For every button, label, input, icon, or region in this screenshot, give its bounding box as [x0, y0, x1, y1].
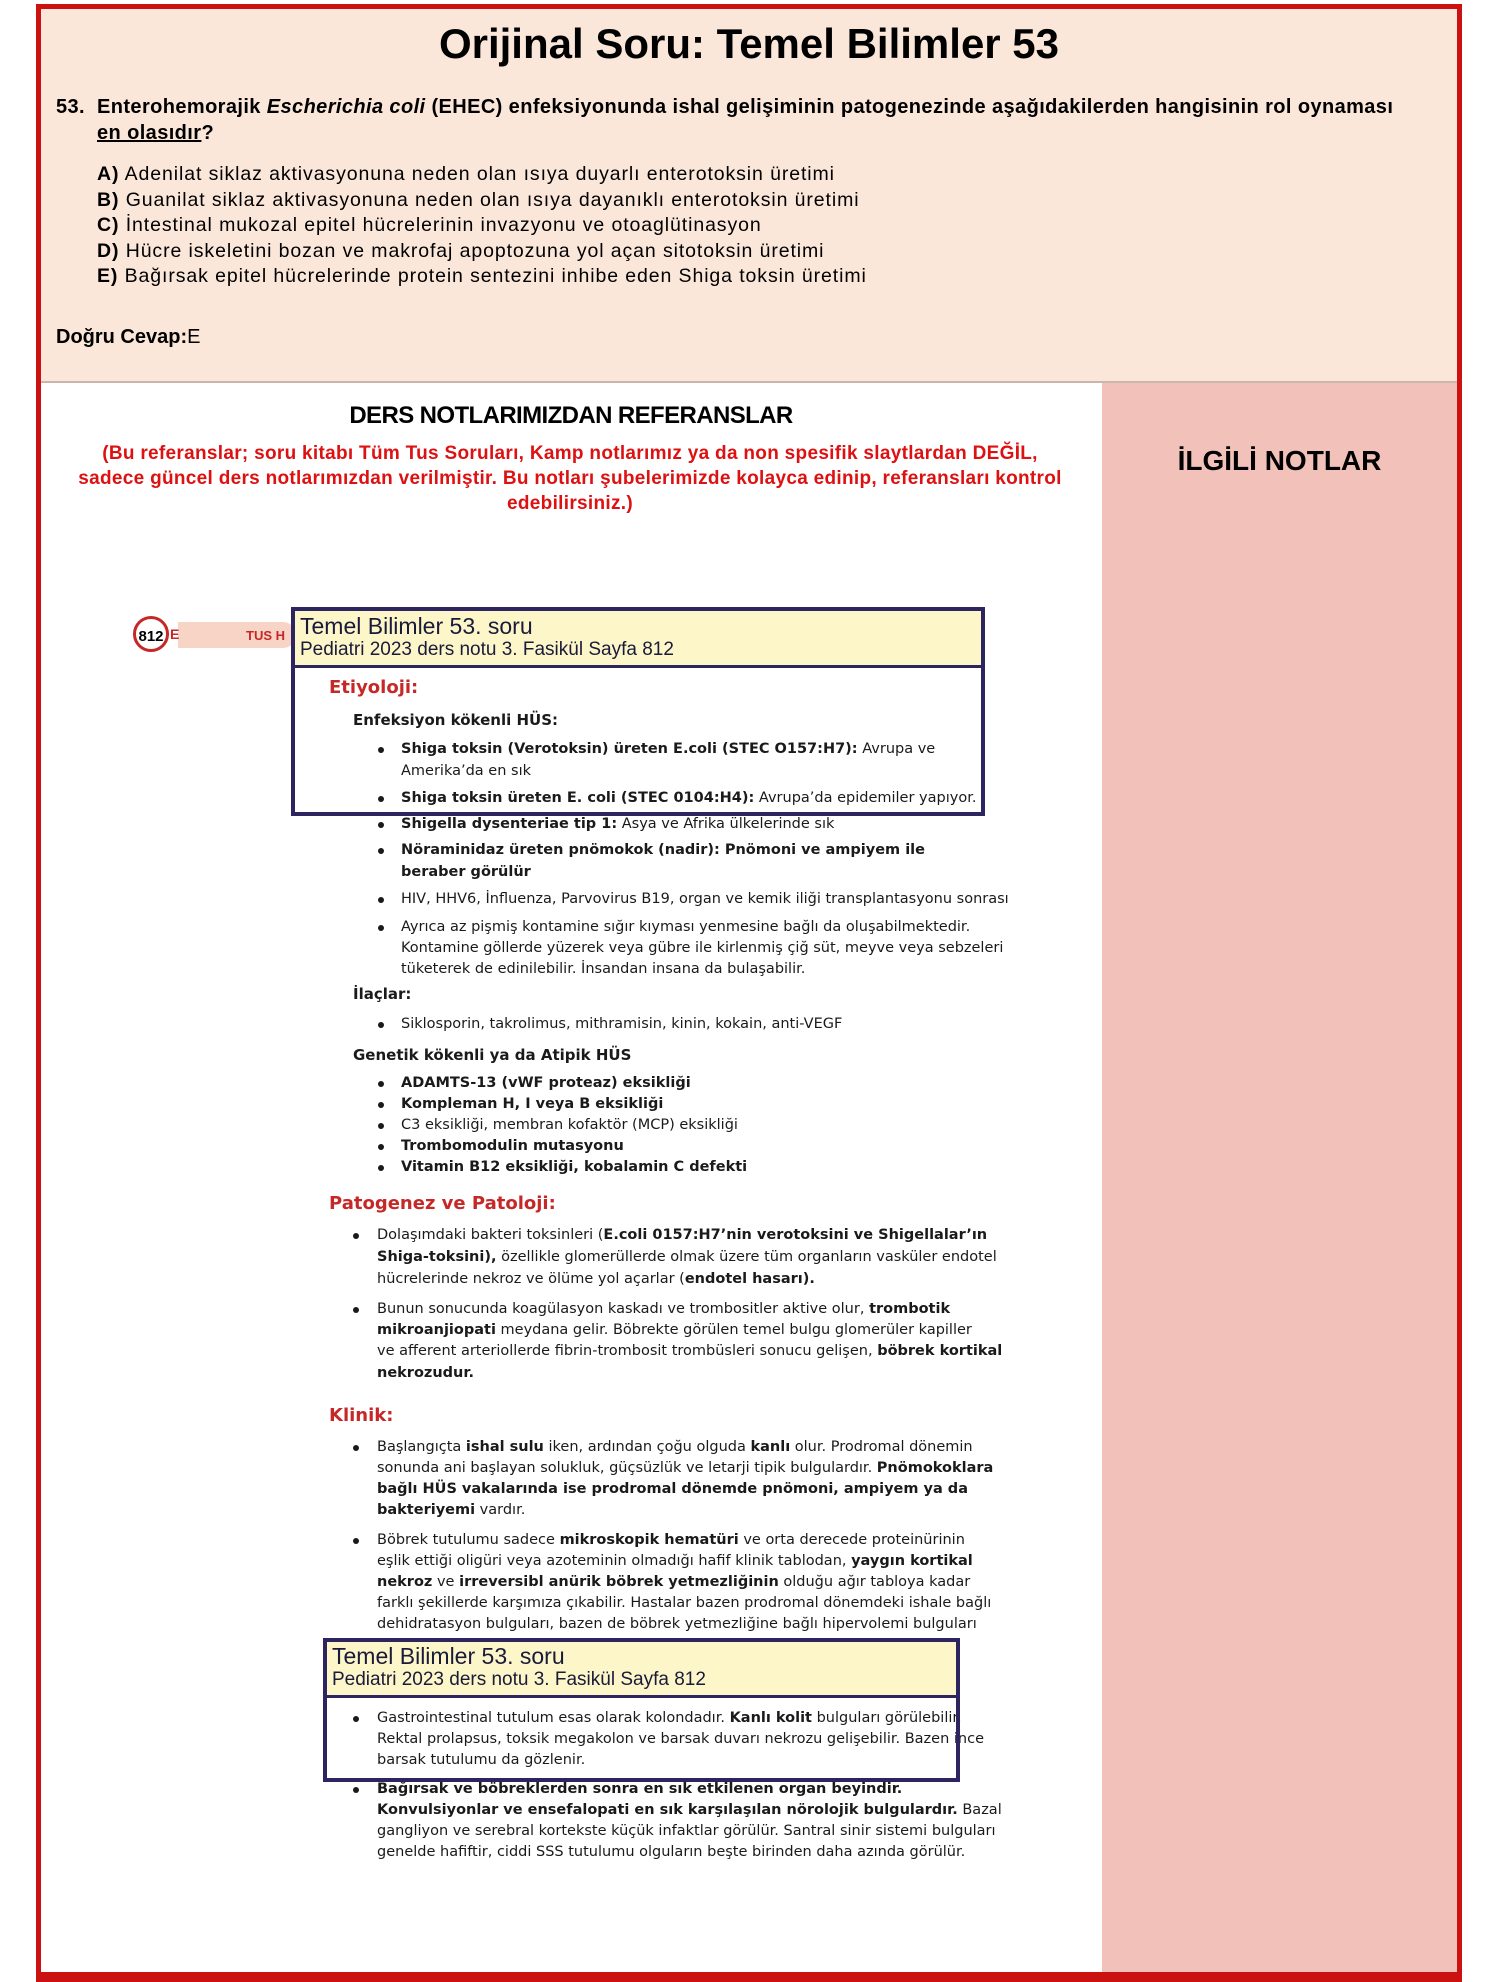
- bold-text: Shiga toksin (Verotoksin) üreten E.coli (STEC O157:H7):: [401, 741, 858, 757]
- plain-text: Başlangıçta: [377, 1439, 466, 1455]
- book-tab-label: TUS H: [246, 628, 285, 643]
- bold-text: Kompleman H, I veya B eksikliği: [401, 1096, 664, 1112]
- bold-text: Kanlı kolit: [729, 1710, 812, 1726]
- bullet: [353, 1445, 359, 1451]
- etiyoloji-item-4: [401, 840, 925, 861]
- references-disclaimer: (Bu referanslar; soru kitabı Tüm Tus Soruları, Kamp notlarımız ya da non spesifik slaytlardan DEĞİL, sadece güncel ders notlarımızdan verilmiştir. Bu notları şubelerimizde kolayca edinip, referansları kontrol edebilirsiniz.): [78, 443, 1062, 514]
- highlight-box-1-title: Temel Bilimler 53. soru: [300, 613, 533, 639]
- gi-item-line3: barsak tutulumu da gözlenir.: [377, 1752, 586, 1768]
- etiyoloji-item-1-line2: Amerika’da en sık: [401, 763, 531, 779]
- plain-text: Avrupa ve: [857, 741, 936, 757]
- book-page-number: 812: [133, 616, 169, 652]
- option-letter: D): [97, 239, 120, 262]
- bullet: [353, 1787, 359, 1793]
- option-a: [97, 162, 867, 188]
- patogenez-item-2-line1: [377, 1299, 950, 1320]
- last-item-line1: [377, 1779, 902, 1800]
- klinik-item-2-line5: dehidratasyon bulguları, bazen de böbrek yetmezliğine bağlı hipervolemi bulguları: [377, 1616, 977, 1632]
- bullet: [378, 897, 384, 903]
- bullet: [378, 1144, 384, 1150]
- plain-text: Avrupa’da epidemiler yapıyor.: [754, 790, 977, 806]
- plain-text: eşlik ettiği oligüri veya azoteminin olmadığı hafif klinik tablodan,: [377, 1553, 852, 1569]
- frame-border-top: [36, 4, 1462, 9]
- bullet: [378, 1123, 384, 1129]
- page-title: Orijinal Soru: Temel Bilimler 53: [438, 20, 1060, 67]
- klinik-item-2-line1: [377, 1530, 965, 1551]
- option-text: İntestinal mukozal epitel hücrelerinin invazyonu ve otoaglütinasyon: [119, 214, 762, 237]
- option-d: [97, 239, 867, 265]
- etiyoloji-item-4-line2: [401, 862, 531, 883]
- bold-text: irreversibl anürik böbrek yetmezliğinin: [459, 1574, 779, 1590]
- option-letter: B): [97, 188, 120, 211]
- klinik-item-1-line4: [377, 1500, 525, 1521]
- option-e: [97, 264, 867, 290]
- bold-text: Trombomodulin mutasyonu: [401, 1138, 624, 1154]
- bold-text: E.coli 0157:H7’nin verotoksini ve Shigellalar’ın: [603, 1227, 988, 1243]
- bold-text: yaygın kortikal: [851, 1553, 973, 1569]
- bold-text: Shigella dysenteriae tip 1:: [401, 816, 618, 832]
- answer-options: [97, 162, 867, 290]
- notes-panel: [1102, 383, 1457, 1972]
- bullet: [378, 1102, 384, 1108]
- section-patogenez: Patogenez ve Patoloji:: [329, 1193, 556, 1214]
- question-number: 53.: [56, 96, 86, 118]
- question-text-part: Enterohemorajik: [97, 96, 267, 118]
- subheading-genetik: Genetik kökenli ya da Atipik HÜS: [353, 1046, 632, 1064]
- bullet: [353, 1307, 359, 1313]
- patogenez-item-1-line2: [377, 1247, 997, 1268]
- etiyoloji-item-6-line3: tüketerek de edinilebilir. İnsandan insana da bulaşabilir.: [401, 961, 806, 977]
- bold-text: endotel hasarı).: [684, 1271, 815, 1287]
- option-letter: C): [97, 214, 120, 237]
- plain-text: sonunda ani başlayan solukluk, güçsüzlük ve letarji tipik bulgulardır.: [377, 1460, 877, 1476]
- etiyoloji-item-3: [401, 814, 834, 835]
- plain-text: ve: [432, 1574, 460, 1590]
- correct-answer: [56, 326, 200, 349]
- bold-text: böbrek kortikal: [877, 1343, 1003, 1359]
- last-item-line4: genelde hafiftir, ciddi SSS tutulumu olguların beşte birinden daha azında görülür.: [377, 1844, 966, 1860]
- bold-text: nekroz: [377, 1574, 433, 1590]
- plain-text: olduğu ağır tabloya kadar: [778, 1574, 971, 1590]
- frame-border-right: [1457, 4, 1462, 1982]
- last-item-line2: [377, 1800, 1002, 1821]
- bold-text: Bağırsak ve böbreklerden sonra en sık etkilenen organ beyindir.: [377, 1781, 903, 1797]
- klinik-item-1-line1: [377, 1437, 973, 1458]
- bold-text: Vitamin B12 eksikliği, kobalamin C defekti: [401, 1159, 748, 1175]
- bold-text: Konvulsiyonlar ve ensefalopati en sık karşılaşılan nörolojik bulgulardır.: [377, 1802, 958, 1818]
- bold-text: bakteriyemi: [377, 1502, 476, 1518]
- plain-text: vardır.: [475, 1502, 526, 1518]
- genetik-item-2: [401, 1094, 663, 1115]
- question-mark: ?: [201, 122, 215, 144]
- genetik-item-5: [401, 1157, 747, 1178]
- klinik-item-2-line3: [377, 1572, 970, 1593]
- bold-text: nekrozudur.: [377, 1365, 474, 1381]
- plain-text: iken, ardından çoğu olguda: [543, 1439, 751, 1455]
- klinik-item-1-line2: [377, 1458, 993, 1479]
- bullet: [378, 925, 384, 931]
- plain-text: meydana gelir. Böbrekte görülen temel bulgu glomerüler kapiller: [495, 1322, 972, 1338]
- patogenez-item-1-line3: [377, 1269, 815, 1290]
- option-c: [97, 213, 867, 239]
- plain-text: ve orta derecede proteinürinin: [738, 1532, 965, 1548]
- genetik-item-3: C3 eksikliği, membran kofaktör (MCP) eksikliği: [401, 1117, 738, 1133]
- highlight-box-2-title: Temel Bilimler 53. soru: [332, 1643, 565, 1669]
- question-emphasis: en olasıdır: [97, 122, 202, 144]
- bold-text: Nöraminidaz üreten pnömokok (nadir): Pnömoni ve ampiyem ile: [401, 842, 925, 858]
- bullet: [378, 822, 384, 828]
- klinik-item-2-line2: [377, 1551, 973, 1572]
- section-etiyoloji: Etiyoloji:: [329, 677, 419, 698]
- etiyoloji-item-6: Ayrıca az pişmiş kontamine sığır kıyması yenmesine bağlı da oluşabilmektedir.: [401, 919, 971, 935]
- answer-value: E: [187, 326, 201, 348]
- bullet: [378, 1081, 384, 1087]
- answer-label: Doğru Cevap:: [56, 326, 188, 348]
- bold-text: bağlı HÜS vakalarında ise prodromal dönemde pnömoni, ampiyem ya da: [377, 1481, 968, 1497]
- option-letter: A): [97, 163, 120, 185]
- references-title: DERS NOTLARIMIZDAN REFERANSLAR: [349, 402, 793, 429]
- subheading-ilaclar: İlaçlar:: [353, 985, 412, 1003]
- plain-text: ve afferent arteriollerde fibrin-trombosit trombüsleri sonucu gelişen,: [377, 1343, 878, 1359]
- etiyoloji-item-6-line2: Kontamine göllerde yüzerek veya gübre ile kirlenmiş çiğ süt, meyve veya sebzeleri: [401, 940, 1004, 956]
- ilaclar-item: Siklosporin, takrolimus, mithramisin, kinin, kokain, anti-VEGF: [401, 1016, 843, 1032]
- plain-text: Dolaşımdaki bakteri toksinleri (: [377, 1227, 604, 1243]
- klinik-item-2-line4: farklı şekillerde karşımıza çıkabilir. Hastalar bazen prodromal dönemdeki ishale bağlı: [377, 1595, 992, 1611]
- plain-text: Bazal: [957, 1802, 1002, 1818]
- bullet: [378, 1022, 384, 1028]
- notes-title: İLGİLİ NOTLAR: [1177, 445, 1382, 476]
- bold-text: Pnömokoklara: [876, 1460, 994, 1476]
- genetik-item-4: [401, 1136, 624, 1157]
- bold-text: mikroanjiopati: [377, 1322, 496, 1338]
- gi-item-line2: Rektal prolapsus, toksik megakolon ve barsak duvarı nekrozu gelişebilir. Bazen ince: [377, 1731, 985, 1747]
- highlight-box-2-source: Pediatri 2023 ders notu 3. Fasikül Sayfa 812: [332, 1669, 706, 1690]
- option-text: Bağırsak epitel hücrelerinde protein sentezini inhibe eden Shiga toksin üretimi: [118, 265, 867, 288]
- highlight-box-1-source: Pediatri 2023 ders notu 3. Fasikül Sayfa 812: [300, 639, 674, 660]
- bullet: [378, 1165, 384, 1171]
- frame-border-bottom: [36, 1972, 1462, 1982]
- option-b: [97, 188, 867, 214]
- question-organism: Escherichia coli: [266, 96, 426, 118]
- option-text: Hücre iskeletini bozan ve makrofaj apoptozuna yol açan sitotoksin üretimi: [119, 239, 825, 262]
- bold-text: beraber görülür: [401, 864, 531, 880]
- book-tab-letter: E: [170, 626, 180, 642]
- genetik-item-1: [401, 1073, 691, 1094]
- patogenez-item-2-line4: [377, 1363, 474, 1384]
- bold-text: mikroskopik hematüri: [559, 1532, 739, 1548]
- patogenez-item-2-line2: [377, 1320, 972, 1341]
- plain-text: hücrelerinde nekroz ve ölüme yol açarlar (: [377, 1271, 685, 1287]
- plain-text: Gastrointestinal tutulum esas olarak kolondadır.: [377, 1710, 730, 1726]
- question-text-part: (EHEC) enfeksiyonunda ishal gelişiminin patogenezinde aşağıdakilerden hangisinin rol oynaması: [425, 96, 1394, 118]
- frame-border-left: [36, 4, 41, 1982]
- etiyoloji-item-5: HIV, HHV6, İnfluenza, Parvovirus B19, organ ve kemik iliği transplantasyonu sonrası: [401, 891, 1009, 907]
- bold-text: trombotik: [869, 1301, 951, 1317]
- bold-text: Shiga toksin üreten E. coli (STEC 0104:H4):: [401, 790, 755, 806]
- bold-text: kanlı: [750, 1439, 791, 1455]
- plain-text: özellikle glomerüllerde olmak üzere tüm organların vasküler endotel: [496, 1249, 997, 1265]
- patogenez-item-1-line1: [377, 1225, 987, 1246]
- section-klinik: Klinik:: [329, 1405, 394, 1426]
- plain-text: bulguları görülebilir.: [811, 1710, 962, 1726]
- option-letter: E): [97, 265, 119, 288]
- bullet: [378, 848, 384, 854]
- question-body: [97, 94, 1397, 146]
- bold-text: ishal sulu: [465, 1439, 544, 1455]
- bullet: [353, 1233, 359, 1239]
- last-item-line3: gangliyon ve serebral kortekste küçük infaktlar görülür. Santral sinir sistemi bulguları: [377, 1823, 996, 1839]
- plain-text: olur. Prodromal dönemin: [790, 1439, 973, 1455]
- plain-text: Böbrek tutulumu sadece: [377, 1532, 560, 1548]
- subheading-enfeksiyon: Enfeksiyon kökenli HÜS:: [353, 711, 558, 729]
- bold-text: ADAMTS-13 (vWF proteaz) eksikliği: [401, 1075, 691, 1091]
- option-text: Guanilat siklaz aktivasyonuna neden olan ısıya dayanıklı enterotoksin üretimi: [119, 188, 860, 211]
- bold-text: Shiga-toksini),: [377, 1249, 497, 1265]
- patogenez-item-2-line3: [377, 1341, 1002, 1362]
- plain-text: Asya ve Afrika ülkelerinde sık: [617, 816, 835, 832]
- bullet: [353, 1538, 359, 1544]
- plain-text: Bunun sonucunda koagülasyon kaskadı ve trombositler aktive olur,: [377, 1301, 870, 1317]
- option-text: Adenilat siklaz aktivasyonuna neden olan ısıya duyarlı enterotoksin üretimi: [119, 163, 835, 185]
- klinik-item-1-line3: [377, 1479, 968, 1500]
